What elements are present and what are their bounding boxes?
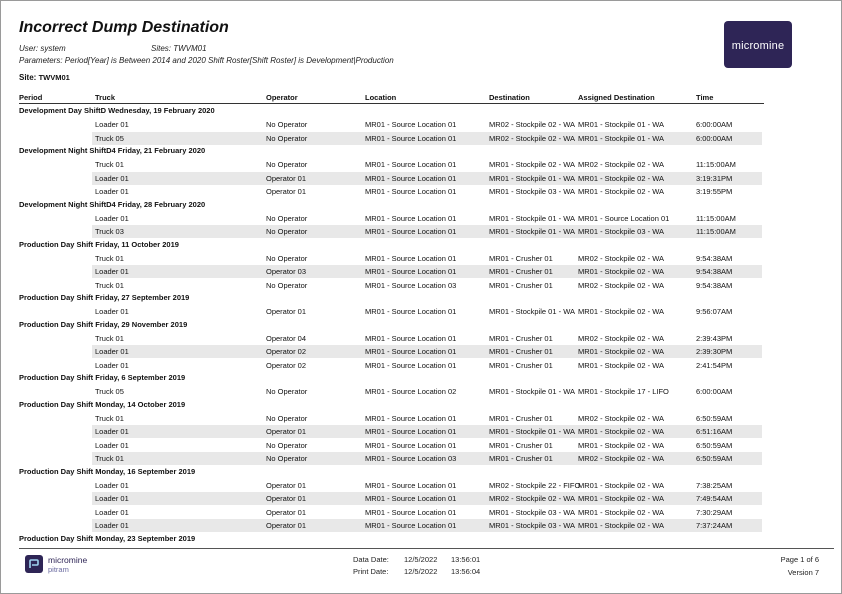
cell-truck: Loader 01 bbox=[95, 120, 129, 129]
data-time-value: 13:56:01 bbox=[451, 555, 481, 564]
cell-time: 11:15:00AM bbox=[696, 160, 736, 169]
cell-truck: Loader 01 bbox=[95, 440, 129, 450]
cell-time: 9:54:38AM bbox=[696, 253, 733, 263]
group-header-text: Production Day Shift Friday, 11 October 2019 bbox=[19, 239, 179, 249]
cell-destination: MR02 - Stockpile 02 - WA bbox=[489, 133, 575, 143]
group-header-text: Production Day Shift Friday, 29 November 2019 bbox=[19, 319, 188, 329]
cell-truck: Loader 01 bbox=[95, 480, 129, 490]
cell-location: MR01 - Source Location 01 bbox=[365, 507, 457, 517]
cell-destination: MR01 - Crusher 01 bbox=[489, 413, 553, 423]
cell-destination: MR01 - Crusher 01 bbox=[489, 333, 553, 343]
cell-assigned-destination: MR01 - Stockpile 02 - WA bbox=[578, 427, 664, 436]
cell-operator: Operator 04 bbox=[266, 333, 307, 343]
cell-truck: Truck 05 bbox=[95, 133, 124, 143]
cell-assigned-destination: MR01 - Stockpile 02 - WA bbox=[578, 307, 664, 316]
cell-truck: Loader 01 bbox=[95, 347, 129, 356]
cell-operator: Operator 01 bbox=[266, 307, 307, 316]
cell-truck: Truck 01 bbox=[95, 454, 124, 463]
cell-time: 7:38:25AM bbox=[696, 480, 733, 490]
micromine-logo bbox=[724, 21, 792, 68]
cell-truck: Truck 01 bbox=[95, 333, 124, 343]
cell-location: MR01 - Source Location 01 bbox=[365, 160, 457, 169]
cell-time: 6:00:00AM bbox=[696, 133, 733, 143]
cell-truck: Loader 01 bbox=[95, 507, 129, 517]
group-header bbox=[19, 145, 764, 158]
cell-time: 3:19:55PM bbox=[696, 187, 733, 196]
cell-truck: Loader 01 bbox=[95, 427, 129, 436]
group-header-text: Development Day ShiftD Wednesday, 19 February 2020 bbox=[19, 106, 215, 115]
cell-location: MR01 - Source Location 01 bbox=[365, 480, 457, 490]
group-header bbox=[19, 533, 764, 546]
table-row bbox=[19, 439, 764, 453]
table-row bbox=[19, 118, 764, 132]
cell-operator: No Operator bbox=[266, 160, 308, 169]
cell-truck: Truck 05 bbox=[95, 387, 124, 396]
cell-assigned-destination: MR01 - Stockpile 02 - WA bbox=[578, 480, 664, 490]
cell-assigned-destination: MR01 - Stockpile 01 - WA bbox=[578, 133, 664, 143]
cell-time: 6:50:59AM bbox=[696, 454, 733, 463]
cell-assigned-destination: MR02 - Stockpile 02 - WA bbox=[578, 333, 664, 343]
cell-truck: Loader 01 bbox=[95, 307, 129, 316]
cell-assigned-destination: MR01 - Stockpile 03 - WA bbox=[578, 227, 664, 236]
pitram-icon bbox=[25, 555, 43, 573]
table-row bbox=[19, 252, 764, 266]
group-header bbox=[19, 239, 764, 252]
col-time: Time bbox=[696, 93, 714, 102]
cell-assigned-destination: MR01 - Stockpile 17 - LIFO bbox=[578, 387, 669, 396]
cell-truck: Truck 01 bbox=[95, 253, 124, 263]
cell-truck: Loader 01 bbox=[95, 187, 129, 196]
cell-destination: MR01 - Crusher 01 bbox=[489, 347, 553, 356]
group-header bbox=[19, 372, 764, 385]
table-row bbox=[19, 132, 764, 146]
cell-location: MR01 - Source Location 01 bbox=[365, 307, 457, 316]
cell-location: MR01 - Source Location 02 bbox=[365, 387, 457, 396]
group-header-text: Production Day Shift Friday, 6 September 2019 bbox=[19, 373, 186, 382]
cell-destination: MR02 - Stockpile 02 - WA bbox=[489, 120, 575, 129]
group-header-text: Development Night ShiftD4 Friday, 28 February 2020 bbox=[19, 199, 206, 209]
cell-assigned-destination: MR01 - Stockpile 02 - WA bbox=[578, 187, 664, 196]
cell-operator: No Operator bbox=[266, 387, 308, 396]
col-assigned-destination: Assigned Destination bbox=[578, 93, 655, 102]
page-number: Page 1 of 6 bbox=[780, 555, 819, 564]
cell-assigned-destination: MR01 - Stockpile 02 - WA bbox=[578, 347, 664, 356]
cell-destination: MR01 - Stockpile 01 - WA bbox=[489, 427, 575, 436]
cell-truck: Truck 01 bbox=[95, 160, 124, 169]
cell-location: MR01 - Source Location 01 bbox=[365, 173, 457, 183]
cell-location: MR01 - Source Location 01 bbox=[365, 267, 457, 276]
cell-destination: MR02 - Stockpile 22 - FIFO bbox=[489, 480, 581, 490]
version-label: Version 7 bbox=[787, 568, 819, 577]
cell-assigned-destination: MR01 - Stockpile 01 - WA bbox=[578, 120, 664, 129]
cell-truck: Loader 01 bbox=[95, 267, 129, 276]
cell-operator: No Operator bbox=[266, 213, 308, 223]
table-row bbox=[19, 158, 764, 172]
cell-time: 6:51:16AM bbox=[696, 427, 733, 436]
group-header-text: Production Day Shift Monday, 14 October 2019 bbox=[19, 399, 186, 409]
col-location: Location bbox=[365, 93, 397, 102]
table-row bbox=[19, 212, 764, 226]
table-row bbox=[19, 492, 764, 506]
col-period: Period bbox=[19, 93, 43, 102]
cell-destination: MR01 - Crusher 01 bbox=[489, 267, 553, 276]
cell-location: MR01 - Source Location 01 bbox=[365, 227, 457, 236]
table-row bbox=[19, 385, 764, 399]
cell-assigned-destination: MR01 - Stockpile 02 - WA bbox=[578, 267, 664, 276]
site-label: Site: bbox=[19, 73, 37, 82]
cell-truck: Truck 03 bbox=[95, 227, 124, 236]
cell-time: 6:00:00AM bbox=[696, 387, 733, 396]
cell-operator: No Operator bbox=[266, 440, 308, 450]
site-value: TWVM01 bbox=[38, 73, 70, 82]
cell-time: 2:39:30PM bbox=[696, 347, 733, 356]
print-date-value: 12/5/2022 bbox=[404, 567, 438, 576]
report-title: Incorrect Dump Destination bbox=[19, 19, 229, 36]
cell-location: MR01 - Source Location 03 bbox=[365, 280, 457, 290]
group-header bbox=[19, 105, 764, 118]
table-row bbox=[19, 452, 764, 466]
cell-truck: Truck 01 bbox=[95, 413, 124, 423]
cell-time: 9:56:07AM bbox=[696, 307, 733, 316]
cell-time: 6:00:00AM bbox=[696, 120, 733, 129]
table-row bbox=[19, 279, 764, 293]
data-date-value: 12/5/2022 bbox=[404, 555, 438, 564]
cell-operator: No Operator bbox=[266, 413, 308, 423]
table-row bbox=[19, 225, 764, 239]
group-header-text: Production Day Shift Friday, 27 September 2019 bbox=[19, 293, 190, 302]
cell-time: 3:19:31PM bbox=[696, 173, 733, 183]
cell-truck: Loader 01 bbox=[95, 360, 129, 370]
table-body bbox=[19, 105, 764, 546]
site-line bbox=[19, 73, 70, 82]
cell-location: MR01 - Source Location 01 bbox=[365, 413, 457, 423]
cell-location: MR01 - Source Location 01 bbox=[365, 440, 457, 450]
table-row bbox=[19, 345, 764, 359]
data-date-label: Data Date: bbox=[353, 555, 389, 564]
cell-operator: No Operator bbox=[266, 253, 308, 263]
cell-location: MR01 - Source Location 01 bbox=[365, 347, 457, 356]
cell-operator: Operator 01 bbox=[266, 427, 307, 436]
cell-location: MR01 - Source Location 01 bbox=[365, 427, 457, 436]
cell-assigned-destination: MR02 - Stockpile 02 - WA bbox=[578, 160, 664, 169]
cell-truck: Loader 01 bbox=[95, 213, 129, 223]
footer-logo-line1: micromine bbox=[48, 555, 88, 565]
table-header bbox=[19, 92, 764, 104]
cell-time: 11:15:00AM bbox=[696, 213, 736, 223]
micromine-pitram-logo bbox=[25, 553, 105, 577]
cell-destination: MR01 - Stockpile 03 - WA bbox=[489, 521, 575, 530]
cell-truck: Loader 01 bbox=[95, 494, 129, 503]
cell-time: 9:54:38AM bbox=[696, 267, 733, 276]
cell-operator: No Operator bbox=[266, 227, 308, 236]
cell-assigned-destination: MR02 - Stockpile 02 - WA bbox=[578, 413, 664, 423]
group-header-text: Development Night ShiftD4 Friday, 21 February 2020 bbox=[19, 146, 206, 155]
group-header bbox=[19, 319, 764, 332]
cell-location: MR01 - Source Location 03 bbox=[365, 454, 457, 463]
print-date-label: Print Date: bbox=[353, 567, 389, 576]
cell-destination: MR01 - Stockpile 01 - WA bbox=[489, 307, 575, 316]
table-row bbox=[19, 332, 764, 346]
table-row bbox=[19, 479, 764, 493]
cell-assigned-destination: MR01 - Stockpile 02 - WA bbox=[578, 440, 664, 450]
cell-destination: MR01 - Stockpile 01 - WA bbox=[489, 227, 575, 236]
cell-destination: MR01 - Stockpile 01 - WA bbox=[489, 213, 575, 223]
cell-assigned-destination: MR01 - Stockpile 02 - WA bbox=[578, 173, 664, 183]
cell-assigned-destination: MR02 - Stockpile 02 - WA bbox=[578, 454, 664, 463]
cell-destination: MR01 - Crusher 01 bbox=[489, 280, 553, 290]
cell-destination: MR02 - Stockpile 02 - WA bbox=[489, 494, 575, 503]
cell-truck: Truck 01 bbox=[95, 280, 124, 290]
cell-assigned-destination: MR01 - Stockpile 02 - WA bbox=[578, 521, 664, 530]
col-truck: Truck bbox=[95, 93, 116, 102]
cell-destination: MR01 - Crusher 01 bbox=[489, 360, 553, 370]
cell-location: MR01 - Source Location 01 bbox=[365, 133, 457, 143]
cell-assigned-destination: MR01 - Stockpile 02 - WA bbox=[578, 507, 664, 517]
cell-assigned-destination: MR01 - Stockpile 02 - WA bbox=[578, 360, 664, 370]
cell-truck: Loader 01 bbox=[95, 521, 129, 530]
cell-location: MR01 - Source Location 01 bbox=[365, 494, 457, 503]
cell-operator: No Operator bbox=[266, 280, 308, 290]
cell-operator: Operator 01 bbox=[266, 521, 307, 530]
cell-destination: MR01 - Crusher 01 bbox=[489, 253, 553, 263]
cell-operator: Operator 01 bbox=[266, 507, 307, 517]
cell-location: MR01 - Source Location 01 bbox=[365, 253, 457, 263]
group-header-text: Production Day Shift Monday, 23 September 2019 bbox=[19, 533, 196, 543]
print-time-value: 13:56:04 bbox=[451, 567, 481, 576]
cell-time: 9:54:38AM bbox=[696, 280, 733, 290]
footer-logo-line2: pitram bbox=[48, 565, 69, 574]
cell-destination: MR01 - Crusher 01 bbox=[489, 454, 553, 463]
cell-time: 7:37:24AM bbox=[696, 521, 733, 530]
cell-location: MR01 - Source Location 01 bbox=[365, 333, 457, 343]
table-row bbox=[19, 412, 764, 426]
table-row bbox=[19, 305, 764, 319]
cell-time: 7:30:29AM bbox=[696, 507, 733, 517]
cell-operator: No Operator bbox=[266, 120, 308, 129]
cell-destination: MR01 - Stockpile 01 - WA bbox=[489, 387, 575, 396]
group-header bbox=[19, 199, 764, 212]
col-operator: Operator bbox=[266, 93, 298, 102]
cell-assigned-destination: MR01 - Source Location 01 bbox=[578, 213, 670, 223]
group-header-text: Production Day Shift Monday, 16 September 2019 bbox=[19, 466, 196, 476]
cell-time: 2:39:43PM bbox=[696, 333, 733, 343]
cell-operator: Operator 01 bbox=[266, 494, 307, 503]
cell-operator: No Operator bbox=[266, 454, 308, 463]
cell-operator: Operator 01 bbox=[266, 187, 307, 196]
cell-operator: Operator 01 bbox=[266, 480, 307, 490]
table-row bbox=[19, 425, 764, 439]
cell-destination: MR01 - Stockpile 03 - WA bbox=[489, 187, 575, 196]
group-header bbox=[19, 292, 764, 305]
group-header bbox=[19, 399, 764, 412]
table-row bbox=[19, 359, 764, 373]
table-row bbox=[19, 519, 764, 533]
cell-location: MR01 - Source Location 01 bbox=[365, 360, 457, 370]
user-label: User: system bbox=[19, 44, 66, 53]
group-header bbox=[19, 466, 764, 479]
cell-time: 6:50:59AM bbox=[696, 413, 733, 423]
col-destination: Destination bbox=[489, 93, 530, 102]
parameters-line: Parameters: Period[Year] is Between 2014 and 2020 Shift Roster[Shift Roster] is Development|Production bbox=[19, 56, 394, 65]
cell-destination: MR01 - Crusher 01 bbox=[489, 440, 553, 450]
footer-divider bbox=[19, 548, 834, 549]
table-row bbox=[19, 185, 764, 199]
table-row bbox=[19, 265, 764, 279]
cell-time: 6:50:59AM bbox=[696, 440, 733, 450]
cell-time: 7:49:54AM bbox=[696, 494, 733, 503]
table-row bbox=[19, 506, 764, 520]
cell-assigned-destination: MR02 - Stockpile 02 - WA bbox=[578, 253, 664, 263]
cell-operator: Operator 02 bbox=[266, 360, 307, 370]
sites-label: Sites: TWVM01 bbox=[151, 44, 207, 53]
cell-destination: MR01 - Stockpile 02 - WA bbox=[489, 160, 575, 169]
cell-destination: MR01 - Stockpile 01 - WA bbox=[489, 173, 575, 183]
cell-location: MR01 - Source Location 01 bbox=[365, 187, 457, 196]
cell-assigned-destination: MR01 - Stockpile 02 - WA bbox=[578, 494, 664, 503]
logo-text: micromine bbox=[731, 40, 785, 52]
cell-assigned-destination: MR02 - Stockpile 02 - WA bbox=[578, 280, 664, 290]
cell-location: MR01 - Source Location 01 bbox=[365, 521, 457, 530]
cell-time: 11:15:00AM bbox=[696, 227, 736, 236]
cell-destination: MR01 - Stockpile 03 - WA bbox=[489, 507, 575, 517]
table-row bbox=[19, 172, 764, 186]
cell-location: MR01 - Source Location 01 bbox=[365, 213, 457, 223]
cell-operator: Operator 02 bbox=[266, 347, 307, 356]
cell-operator: Operator 03 bbox=[266, 267, 307, 276]
cell-operator: No Operator bbox=[266, 133, 308, 143]
cell-time: 2:41:54PM bbox=[696, 360, 733, 370]
cell-location: MR01 - Source Location 01 bbox=[365, 120, 457, 129]
cell-truck: Loader 01 bbox=[95, 173, 129, 183]
cell-operator: Operator 01 bbox=[266, 173, 307, 183]
